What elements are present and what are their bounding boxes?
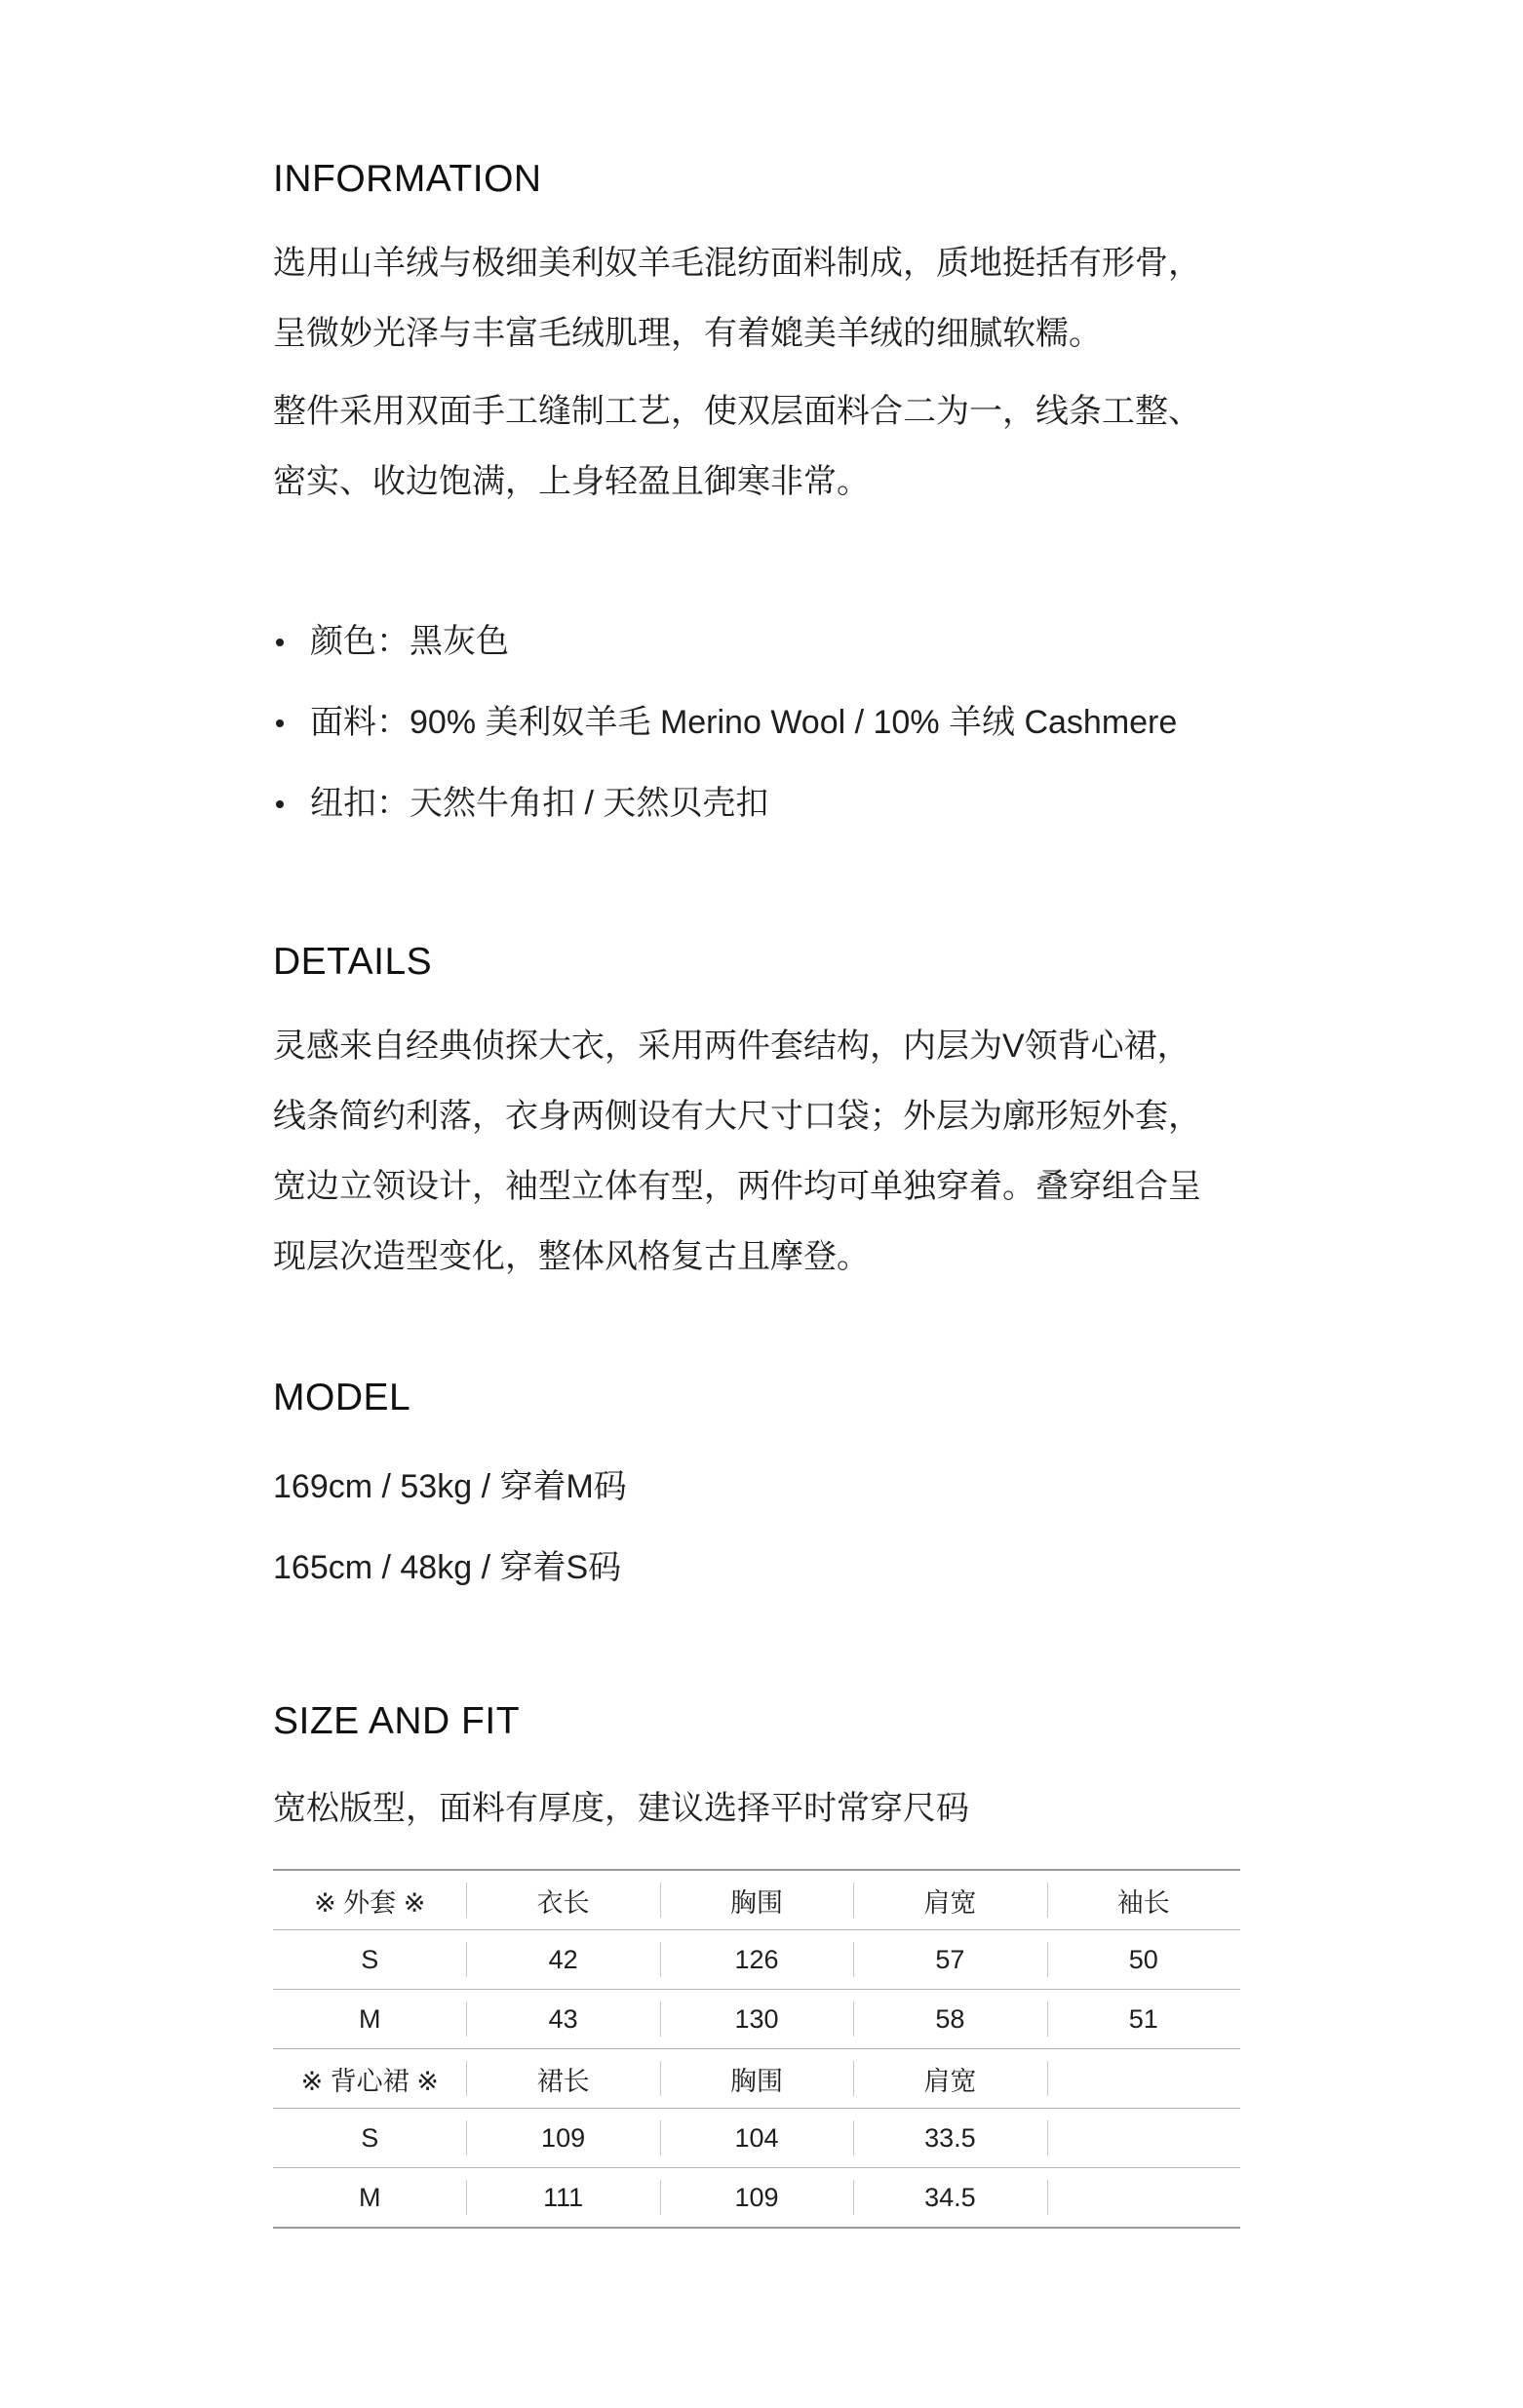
bullet-icon [276, 800, 284, 808]
table-cell: 50 [1047, 1930, 1240, 1990]
product-attributes-list [273, 620, 1177, 863]
table-cell: 126 [660, 1930, 853, 1990]
list-item [273, 620, 1177, 701]
table-cell: ※ 背心裙 ※ [273, 2049, 466, 2109]
table-cell: 130 [660, 1990, 853, 2049]
size-heading: SIZE AND FIT [273, 1700, 521, 1742]
text-line: 呈微妙光泽与丰富毛绒肌理，有着媲美羊绒的细腻软糯。 [273, 315, 1102, 352]
table-cell [1047, 2109, 1240, 2168]
table-row [273, 1870, 1240, 1930]
table-cell: M [273, 1990, 466, 2049]
list-item [273, 782, 1177, 863]
text-line: 现层次造型变化，整体风格复古且摩登。 [273, 1238, 870, 1275]
table-cell: 胸围 [660, 1870, 853, 1930]
table-cell: 42 [466, 1930, 659, 1990]
table-cell: 58 [853, 1990, 1046, 2049]
table-row [273, 1930, 1240, 1990]
text-line: 宽边立领设计，袖型立体有型，两件均可单独穿着。叠穿组合呈 [273, 1168, 1201, 1205]
bullet-icon [276, 639, 284, 646]
text-line: 整件采用双面手工缝制工艺，使双层面料合二为一，线条工整、 [273, 393, 1201, 430]
model-heading: MODEL [273, 1377, 411, 1418]
size-note: 宽松版型，面料有厚度，建议选择平时常穿尺码 [273, 1790, 969, 1827]
table-row [273, 2049, 1240, 2109]
table-cell: 衣长 [466, 1870, 659, 1930]
table-cell: 104 [660, 2109, 853, 2168]
list-item [273, 701, 1177, 782]
table-cell: 34.5 [853, 2168, 1046, 2229]
table-row [273, 2109, 1240, 2168]
text-line: 选用山羊绒与极细美利奴羊毛混纺面料制成，质地挺括有形骨， [273, 245, 1201, 282]
table-cell: 51 [1047, 1990, 1240, 2049]
bullet-icon [276, 719, 284, 727]
table-row [273, 1990, 1240, 2049]
table-cell: 袖长 [1047, 1870, 1240, 1930]
table-cell: 43 [466, 1990, 659, 2049]
table-cell: 57 [853, 1930, 1046, 1990]
details-heading: DETAILS [273, 941, 433, 983]
attribute-fabric: 面料：90% 美利奴羊毛 Merino Wool / 10% 羊绒 Cashmere [310, 704, 1178, 741]
table-cell: S [273, 2109, 466, 2168]
table-cell: 111 [466, 2168, 659, 2229]
text-line: 密实、收边饱满，上身轻盈且御寒非常。 [273, 463, 870, 500]
table-cell: ※ 外套 ※ [273, 1870, 466, 1930]
text-line: 灵感来自经典侦探大衣，采用两件套结构，内层为V领背心裙， [273, 1028, 1191, 1065]
information-paragraph-2 [273, 376, 1201, 517]
size-table [273, 1869, 1240, 2229]
details-paragraph [273, 1011, 1201, 1292]
information-heading: INFORMATION [273, 158, 542, 200]
table-cell: S [273, 1930, 466, 1990]
table-cell: 胸围 [660, 2049, 853, 2109]
table-row [273, 2168, 1240, 2229]
model-info-1: 169cm / 53kg / 穿着M码 [273, 1468, 627, 1505]
table-cell: 裙长 [466, 2049, 659, 2109]
table-cell [1047, 2049, 1240, 2109]
attribute-buttons: 纽扣：天然牛角扣 / 天然贝壳扣 [310, 785, 769, 822]
table-cell: 33.5 [853, 2109, 1046, 2168]
model-info-2: 165cm / 48kg / 穿着S码 [273, 1549, 622, 1586]
table-cell: 109 [466, 2109, 659, 2168]
table-cell: 肩宽 [853, 2049, 1046, 2109]
attribute-color: 颜色：黑灰色 [310, 623, 509, 660]
table-cell: 109 [660, 2168, 853, 2229]
text-line: 线条简约利落，衣身两侧设有大尺寸口袋；外层为廓形短外套， [273, 1098, 1201, 1135]
table-cell: M [273, 2168, 466, 2229]
table-cell: 肩宽 [853, 1870, 1046, 1930]
table-cell [1047, 2168, 1240, 2229]
information-paragraph-1 [273, 228, 1201, 369]
